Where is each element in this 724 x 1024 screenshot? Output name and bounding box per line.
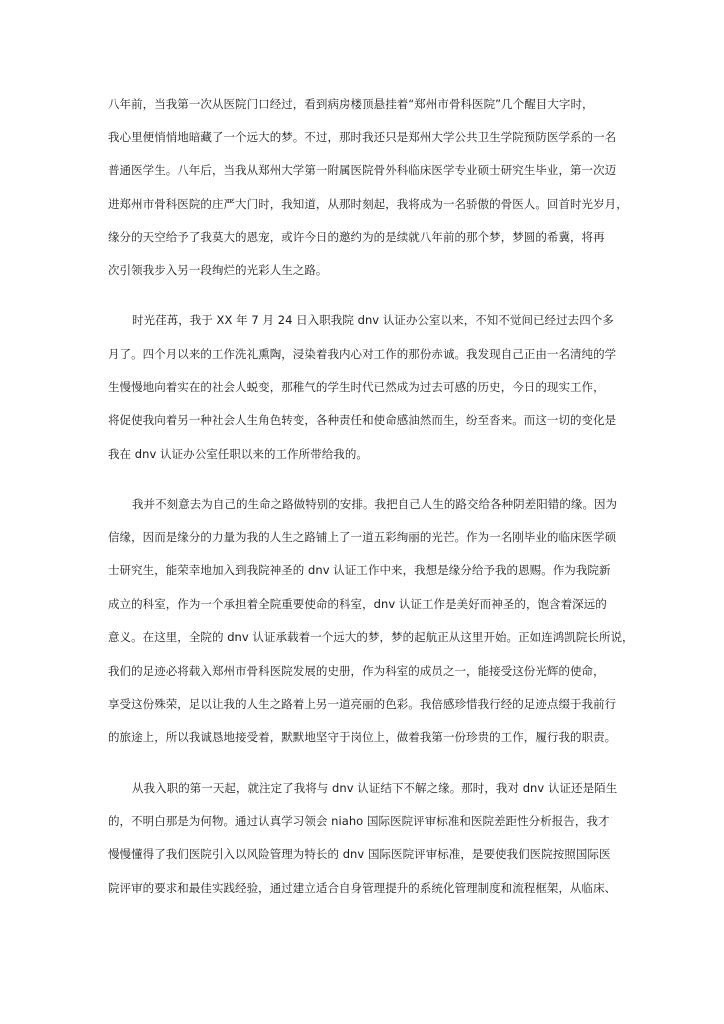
text-line: 时光荏苒，我于 XX 年 7 月 24 日入职我院 dnv 认证办公室以来，不知不觉间已经过去四个多 [132,313,614,327]
text-line: 次引领我步入另一段绚烂的光彩人生之路。 [108,263,328,277]
text-line: 的，不明白那是为何物。通过认真学习领会 niaho 国际医院评审标准和医院差距性分析报告，我才 [108,814,610,828]
text-line: 我在 dnv 认证办公室任职以来的工作所带给我的。 [108,447,368,461]
text-line: 慢慢懂得了我们医院引入以风险管理为特长的 dnv 国际医院评审标准，是要使我们医院按照国际医 [108,847,611,861]
text-line: 我心里便悄悄地暗藏了一个远大的梦。不过，那时我还只是郑州大学公共卫生学院预防医学系的一名 [108,130,617,144]
text-line: 信缘，因而是缘分的力量为我的人生之路铺上了一道五彩绚丽的光芒。作为一名刚毕业的临床医学硕 [108,530,617,544]
text-line: 将促使我向着另一种社会人生角色转变，各种责任和使命感油然而生，纷至沓来。而这一切的变化是 [108,413,617,427]
text-line: 的旅途上，所以我诚恳地接受着，默默地坚守于岗位上，做着我第一份珍贵的工作，履行我的职责。 [108,730,617,744]
text-line: 生慢慢地向着实在的社会人蜕变，那稚气的学生时代已然成为过去可感的历史，今日的现实工作， [108,380,605,394]
text-line: 我并不刻意去为自己的生命之路做特别的安排。我把自己人生的路交给各种阴差阳错的缘。因为 [132,497,618,511]
text-line: 月了。四个月以来的工作洗礼熏陶，浸染着我内心对工作的那份赤诚。我发现自己正由一名清纯的学 [108,347,617,361]
text-line: 享受这份殊荣，足以让我的人生之路着上另一道亮丽的色彩。我倍感珍惜我行经的足迹点缀于我前行 [108,697,617,711]
text-line: 普通医学生。八年后，当我从郑州大学第一附属医院骨外科临床医学专业硕士研究生毕业，第一次迈 [108,163,617,177]
text-line: 意义。在这里，全院的 dnv 认证承载着一个远大的梦，梦的起航正从这里开始。正如连鸿凯院长所说， [108,630,634,644]
text-line: 院评审的要求和最佳实践经验，通过建立适合自身管理提升的系统化管理制度和流程框架，从临床、 [108,881,617,895]
text-line: 我们的足迹必将载入郑州市骨科医院发展的史册，作为科室的成员之一，能接受这份光辉的使命， [108,664,605,678]
text-line: 八年前，当我第一次从医院门口经过，看到病房楼顶悬挂着“郑州市骨科医院”几个醒目大字时， [108,97,594,111]
text-line: 从我入职的第一天起，就注定了我将与 dnv 认证结下不解之缘。那时，我对 dnv 认证还是陌生 [132,781,618,795]
text-line: 缘分的天空给予了我莫大的恩宠，或许今日的邀约为的是续就八年前的那个梦，梦圆的希冀，将再 [108,230,605,244]
text-line: 进郑州市骨科医院的庄严大门时，我知道，从那时刻起，我将成为一名骄傲的骨医人。回首时光岁月， [108,197,628,211]
text-line: 士研究生，能荣幸地加入到我院神圣的 dnv 认证工作中来，我想是缘分给予我的恩赐。作为我院新 [108,563,611,577]
text-line: 成立的科室，作为一个承担着全院重要使命的科室，dnv 认证工作是美好而神圣的，饱含着深远的 [108,597,607,611]
